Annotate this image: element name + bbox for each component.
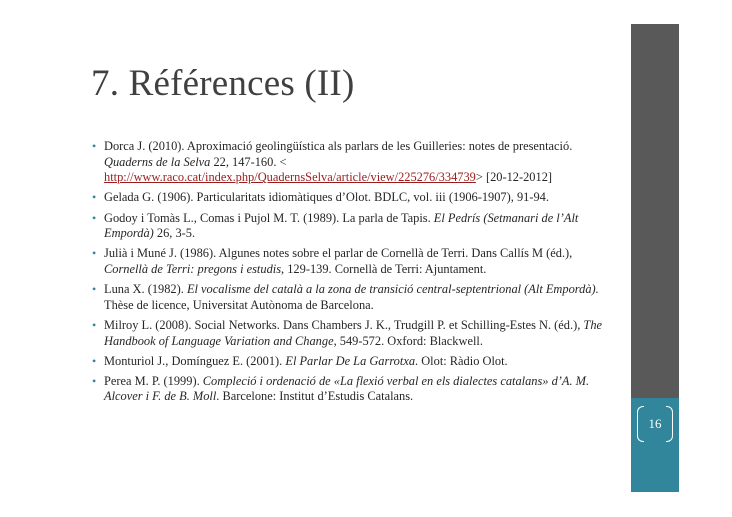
reference-source: El Pedrís (Setmanari de l’Alt Empordà) bbox=[104, 210, 579, 241]
reference-source: Compleció i ordenació de «La flexió verbal en els dialectes catalans» d’A. M. Alcover i F. de B. Moll bbox=[104, 373, 590, 404]
reference-link[interactable]: http://www.raco.cat/index.php/QuadernsSelva/article/view/225276/334739 bbox=[104, 170, 476, 185]
reference-text: 22, 147-160. < bbox=[210, 154, 287, 169]
list-item bbox=[92, 246, 602, 277]
list-item bbox=[92, 354, 602, 370]
reference-text: Julià i Muné J. (1986). Algunes notes sobre el parlar de Cornellà de Terri. Dans Callís M (éd.), bbox=[104, 246, 573, 261]
list-item bbox=[92, 190, 602, 206]
reference-text: Godoy i Tomàs L., Comas i Pujol M. T. (1989). La parla de Tapis. bbox=[104, 210, 434, 225]
reference-text: Dorca J. (2010). Aproximació geolingüística als parlars de les Guilleries: notes de presentació. bbox=[104, 139, 573, 153]
reference-source: El vocalisme del català a la zona de transició central-septentrional (Alt Empordà). bbox=[186, 282, 599, 297]
list-item bbox=[92, 139, 602, 186]
page-number: 16 bbox=[637, 406, 673, 442]
reference-source: El Parlar De La Garrotxa bbox=[285, 353, 416, 368]
reference-text: , 129-139. Cornellà de Terri: Ajuntament. bbox=[281, 261, 487, 276]
reference-text: . Barcelone: Institut d’Estudis Catalans. bbox=[216, 389, 414, 404]
reference-text: Perea M. P. (1999). bbox=[104, 373, 203, 388]
page-title: 7. Références (II) bbox=[91, 63, 355, 104]
reference-text: 26, 3-5. bbox=[153, 226, 196, 241]
reference-text: , 549-572. Oxford: Blackwell. bbox=[333, 333, 483, 348]
reference-text: Gelada G. (1906). Particularitats idiomàtiques d’Olot. BDLC, vol. iii (1906-1907), 91-94. bbox=[104, 190, 549, 205]
reference-text: Thèse de licence, Universitat Autònoma de Barcelona. bbox=[104, 297, 374, 312]
reference-text: > [20-12-2012] bbox=[475, 170, 553, 185]
reference-source: Quaderns de la Selva bbox=[104, 154, 211, 169]
list-item bbox=[92, 282, 602, 313]
reference-text: . Olot: Ràdio Olot. bbox=[415, 353, 508, 368]
reference-text: Luna X. (1982). bbox=[104, 282, 187, 297]
reference-source: The Handbook of Language Variation and Change bbox=[104, 317, 603, 348]
reference-text: Monturiol J., Domínguez E. (2001). bbox=[104, 353, 286, 368]
reference-list bbox=[92, 139, 602, 410]
list-item bbox=[92, 211, 602, 242]
reference-source: Cornellà de Terri: pregons i estudis bbox=[104, 261, 282, 276]
list-item bbox=[92, 318, 602, 349]
list-item bbox=[92, 374, 602, 405]
reference-text: Milroy L. (2008). Social Networks. Dans Chambers J. K., Trudgill P. et Schilling-Estes N. (éd.), bbox=[104, 317, 584, 332]
